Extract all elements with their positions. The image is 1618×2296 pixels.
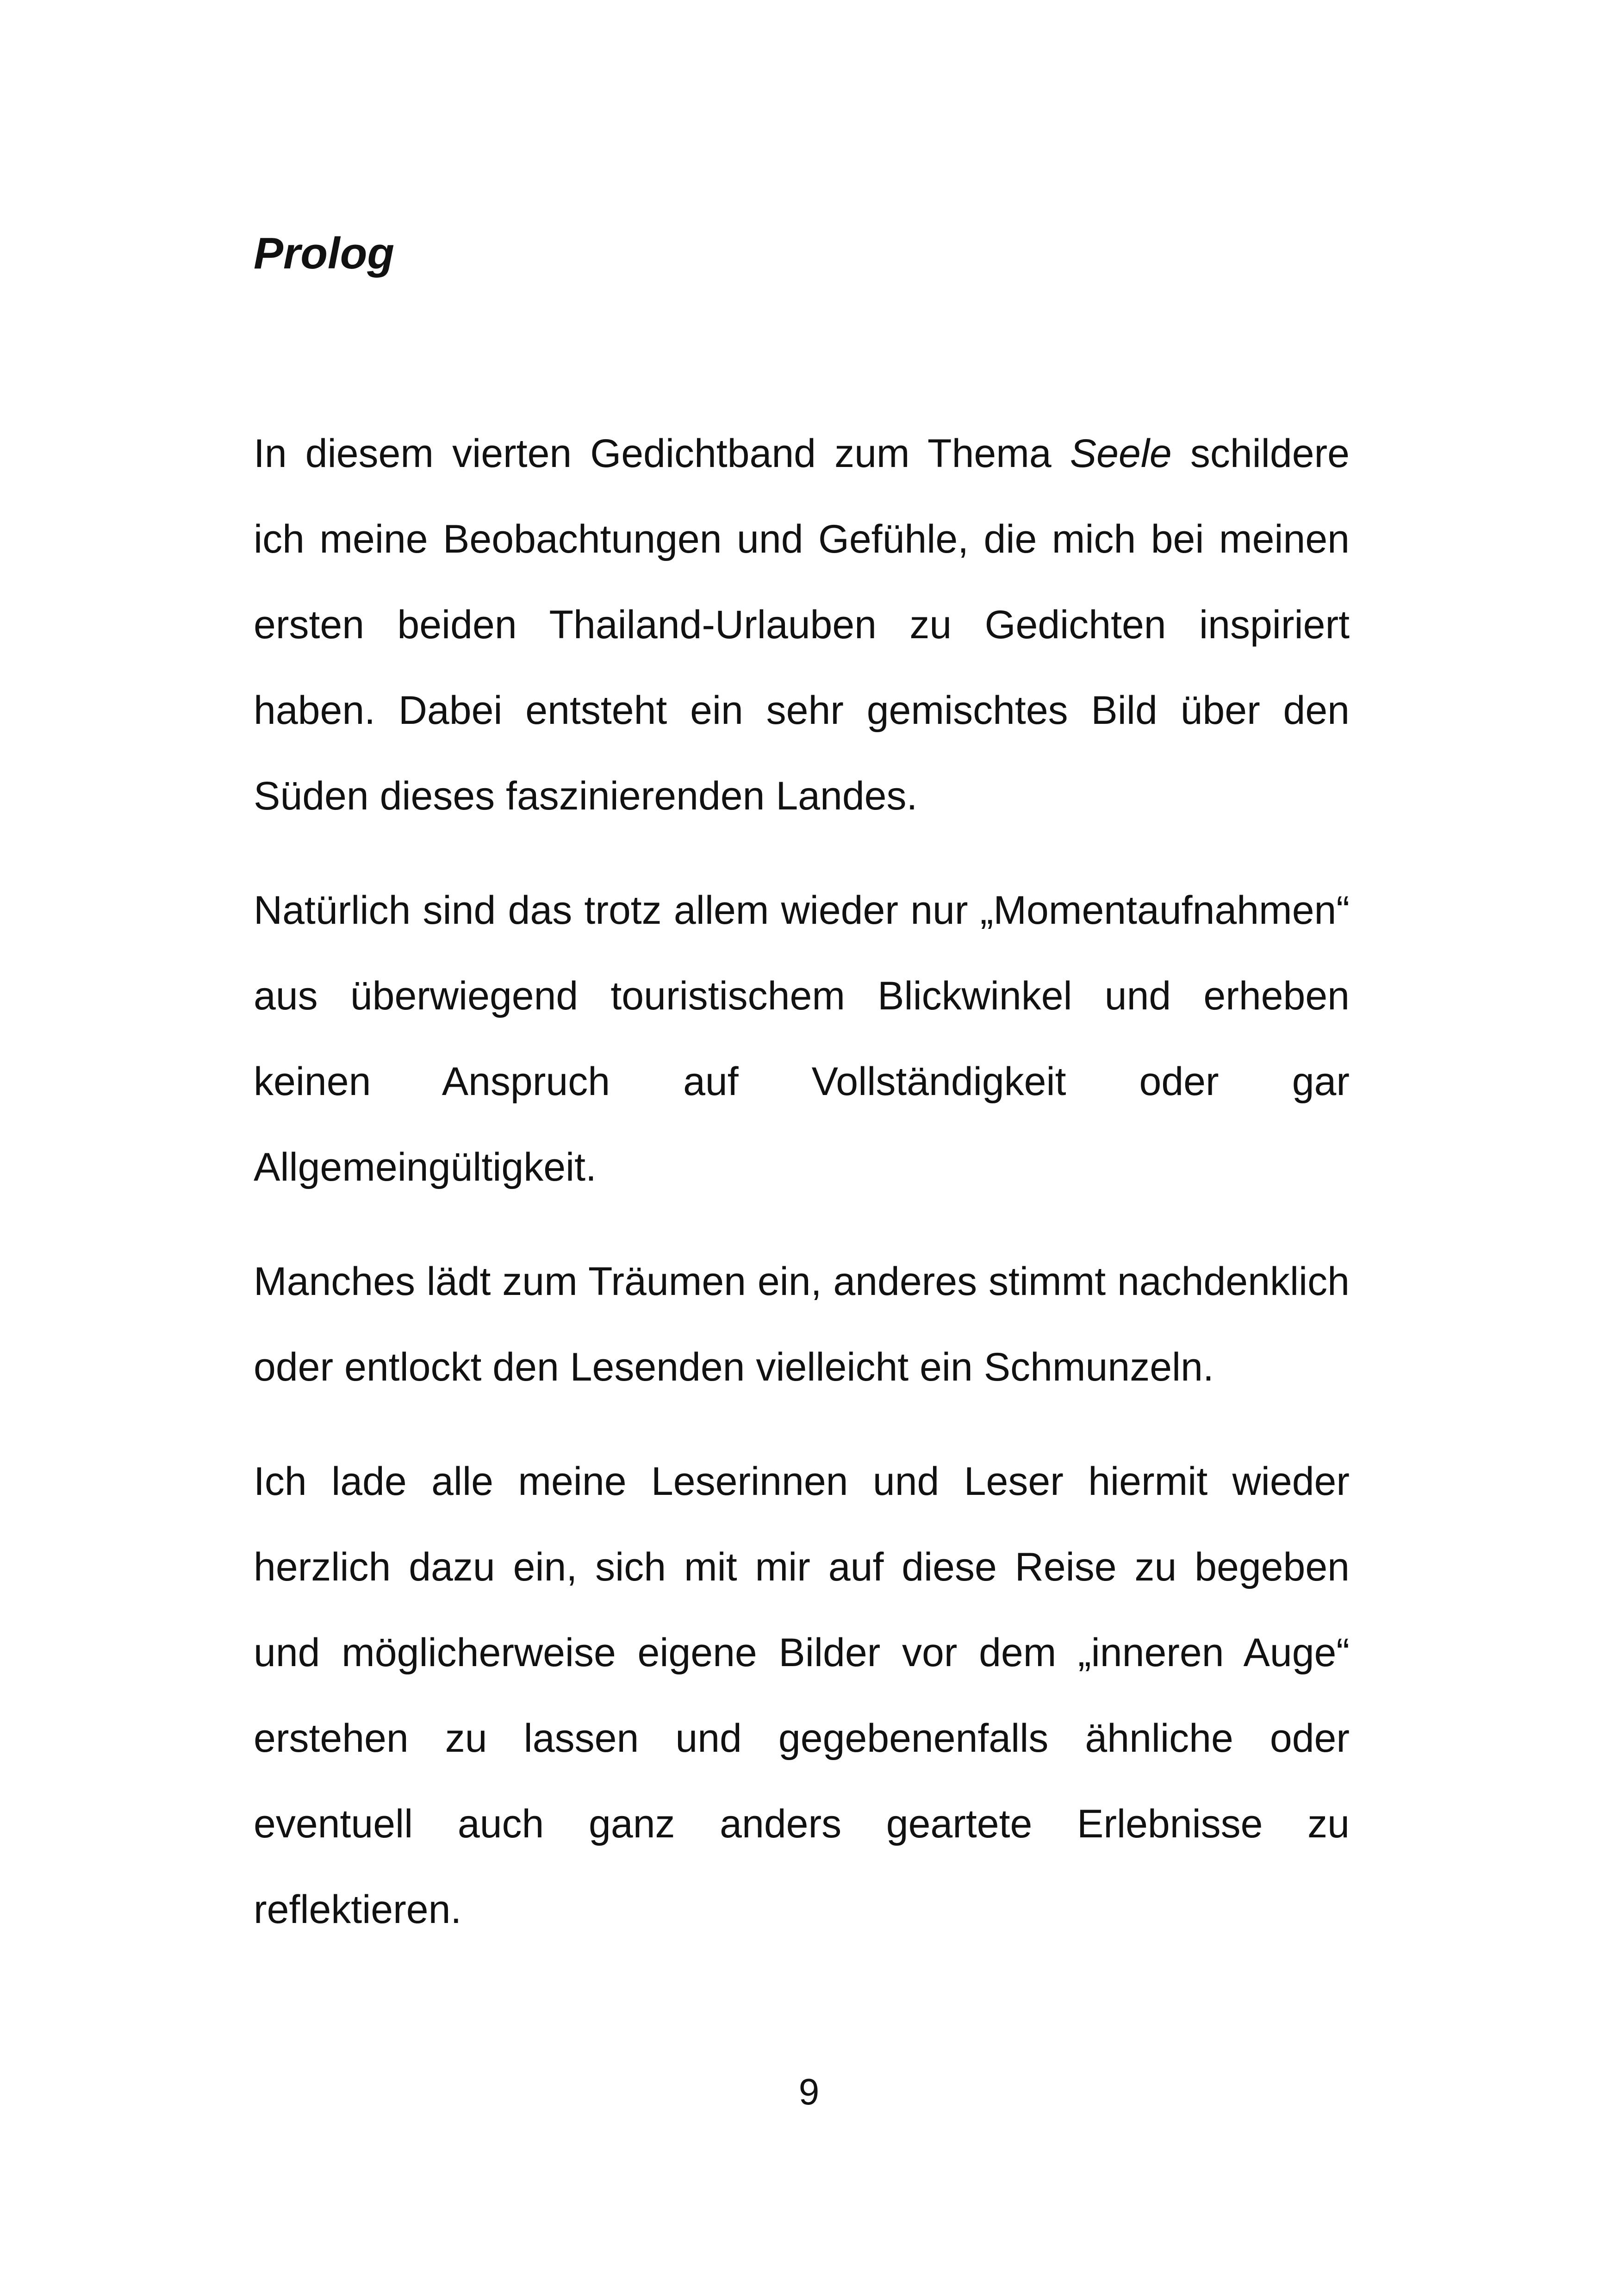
- chapter-title: Prolog: [254, 229, 394, 278]
- paragraph-1-start: In diesem vierten Gedichtband zum Thema: [254, 431, 1070, 476]
- paragraph-1: [254, 411, 1350, 839]
- paragraph-2: Natürlich sind das trotz allem wieder nur „Momentaufnahmen“ aus überwiegend touristischem Blickwinkel und erheben keinen Anspruch auf Vollständigkeit oder gar Allgemeingültigkeit.: [254, 888, 1350, 1189]
- paragraph-4: Ich lade alle meine Leserinnen und Leser hiermit wieder herzlich dazu ein, sich mit mir auf diese Reise zu begeben und möglicherweise eigene Bilder vor dem „inneren Auge“ erstehen zu lassen und gegebenenfalls ähnliche oder eventuell auch ganz anders geartete Erlebnisse zu reflektieren.: [254, 1459, 1350, 1932]
- paragraph-1-emphasis: Seele: [1070, 431, 1172, 476]
- page-number: 9: [798, 2071, 820, 2112]
- paragraph-1-rest: schildere ich meine Beobachtungen und Gefühle, die mich bei meinen ersten beiden Thailand-Urlauben zu Gedichten inspiriert haben. Dabei entsteht ein sehr gemischtes Bild über den Süden dieses faszinierenden Landes.: [254, 431, 1350, 818]
- paragraph-3: Manches lädt zum Träumen ein, anderes stimmt nachdenklich oder entlockt den Lesenden vielleicht ein Schmunzeln.: [254, 1259, 1350, 1389]
- prolog-body: [254, 411, 1350, 1981]
